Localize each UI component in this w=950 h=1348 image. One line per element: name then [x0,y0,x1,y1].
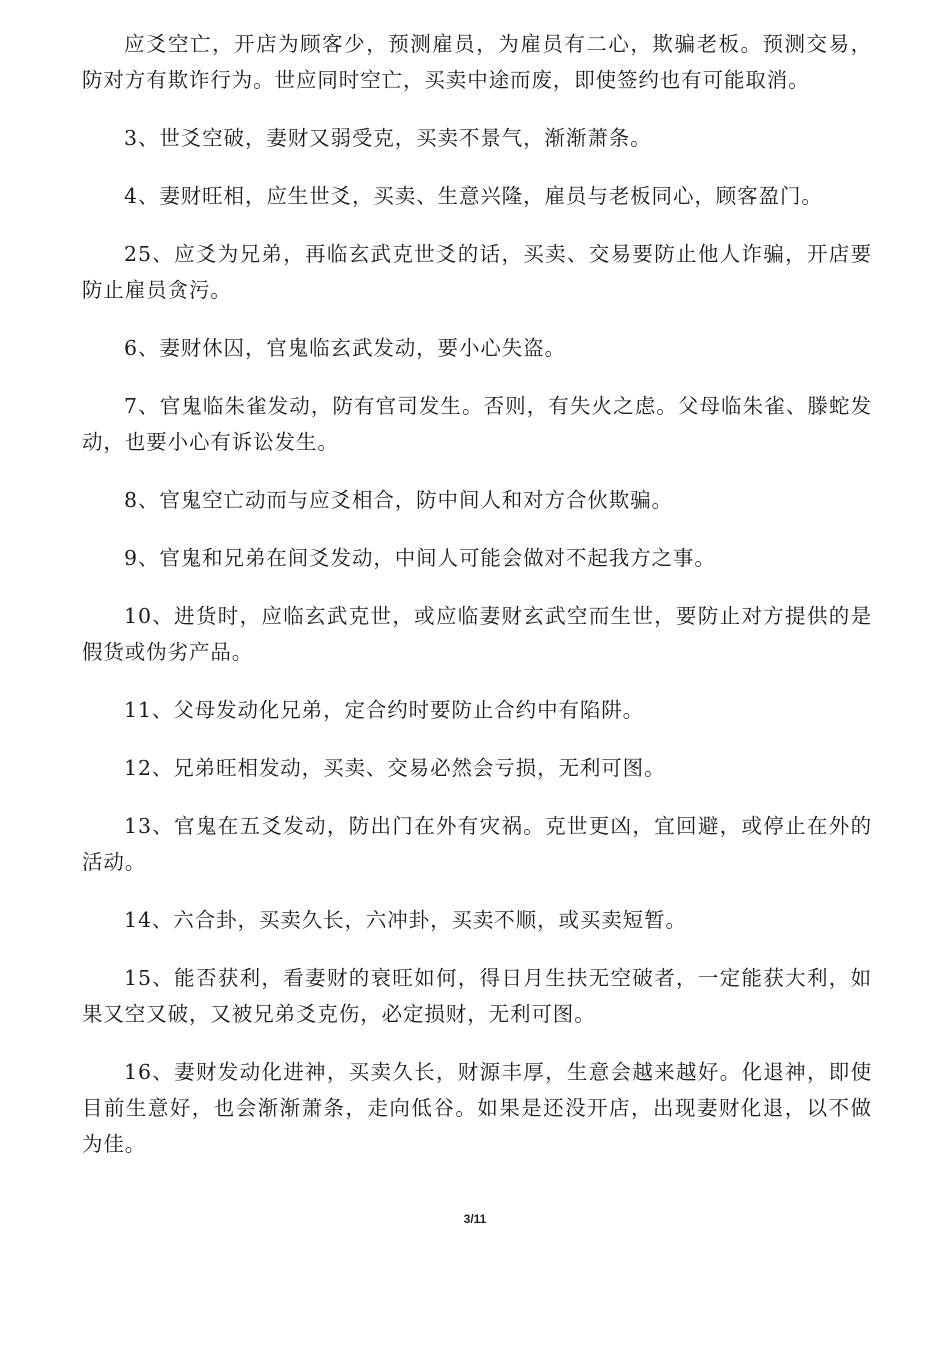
paragraph-13: 13、官鬼在五爻发动，防出门在外有灾祸。克世更凶，宜回避，或停止在外的活动。 [82,814,872,874]
paragraph-3: 3、世爻空破，妻财又弱受克，买卖不景气，渐渐萧条。 [124,126,652,150]
page-number: 3/11 [463,1212,487,1226]
paragraph-16: 16、妻财发动化进神，买卖久长，财源丰厚，生意会越来越好。化退神，即使目前生意好，也会渐渐萧条，走向低谷。如果是还没开店，出现妻财化退，以不做为佳。 [82,1060,872,1156]
paragraph-4: 4、妻财旺相，应生世爻，买卖、生意兴隆，雇员与老板同心，顾客盈门。 [124,184,823,208]
paragraph-14: 14、六合卦，买卖久长，六冲卦，买卖不顺，或买卖短暂。 [124,908,687,932]
paragraph-15: 15、能否获利，看妻财的衰旺如何，得日月生扶无空破者，一定能获大利，如果又空又破，又被兄弟爻克伤，必定损财，无利可图。 [82,966,872,1026]
paragraph-9: 9、官鬼和兄弟在间爻发动，中间人可能会做对不起我方之事。 [124,546,716,570]
document-body [82,26,872,1184]
paragraph-11: 11、父母发动化兄弟，定合约时要防止合约中有陷阱。 [124,698,645,722]
paragraph-12: 12、兄弟旺相发动，买卖、交易必然会亏损，无利可图。 [124,756,666,780]
paragraph-25: 25、应爻为兄弟，再临玄武克世爻的话，买卖、交易要防止他人诈骗，开店要防止雇员贪污。 [82,242,872,302]
paragraph-intro: 应爻空亡，开店为顾客少，预测雇员，为雇员有二心，欺骗老板。预测交易，防对方有欺诈行为。世应同时空亡，买卖中途而废，即使签约也有可能取消。 [82,32,872,92]
paragraph-10: 10、进货时，应临玄武克世，或应临妻财玄武空而生世，要防止对方提供的是假货或伪劣产品。 [82,604,872,664]
paragraph-7: 7、官鬼临朱雀发动，防有官司发生。否则，有失火之虑。父母临朱雀、滕蛇发动，也要小心有诉讼发生。 [82,394,872,454]
paragraph-6: 6、妻财休囚，官鬼临玄武发动，要小心失盗。 [124,336,566,360]
paragraph-8: 8、官鬼空亡动而与应爻相合，防中间人和对方合伙欺骗。 [124,488,673,512]
